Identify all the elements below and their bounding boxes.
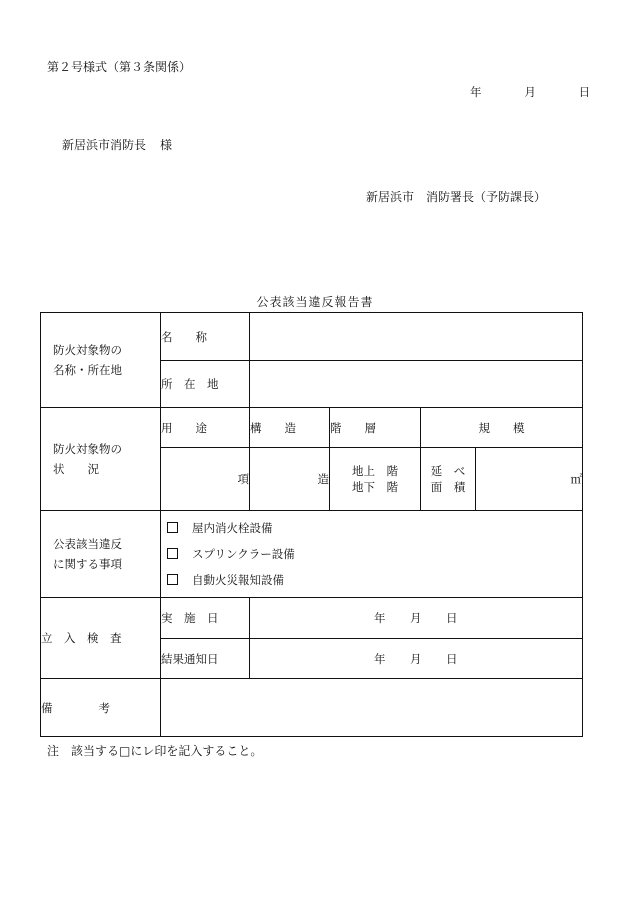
sender [366, 191, 546, 203]
structure-unit: 造 [317, 472, 329, 486]
report-form-table [40, 312, 583, 737]
violations-heading [41, 511, 161, 598]
addressee [62, 139, 172, 151]
row-remarks [41, 679, 583, 737]
use-label: 用 途 [161, 408, 250, 448]
result-notice-date-field[interactable]: 年 月 日 [250, 639, 583, 679]
structure-field[interactable] [250, 448, 330, 511]
violation-item[interactable] [161, 541, 582, 567]
use-item-field[interactable] [161, 448, 250, 511]
row-inspection-executed [41, 598, 583, 639]
name-field[interactable] [250, 313, 583, 361]
violation-item-label: 屋内消火栓設備 [192, 521, 273, 535]
row-name [41, 313, 583, 361]
above-ground-floors: 地上 階 [352, 464, 398, 478]
structure-label: 構 造 [250, 408, 330, 448]
remarks-heading: 備 考 [41, 679, 161, 737]
name-location-heading-line2: 名称・所在地 [53, 363, 122, 377]
total-area-label-line2: 面 積 [430, 480, 466, 494]
status-heading-line2: 状 況 [53, 462, 99, 476]
item-unit: 項 [237, 472, 249, 486]
report-date [470, 87, 591, 99]
sender-city: 新居浜市 [366, 190, 415, 204]
result-notice-date-label: 結果通知日 [161, 639, 250, 679]
remarks-field[interactable] [161, 679, 583, 737]
violation-checklist [161, 511, 583, 598]
violation-item[interactable] [161, 567, 582, 593]
footnote: 注 該当する□にレ印を記入すること。 [47, 744, 263, 758]
floors-field[interactable] [330, 448, 421, 511]
addressee-honorific: 様 [160, 138, 173, 152]
name-location-heading-line1: 防火対象物の [53, 343, 122, 357]
document-title: 公表該当違反報告書 [256, 295, 374, 309]
violation-item-label: 自動火災報知設備 [192, 573, 284, 587]
row-violations [41, 511, 583, 598]
violation-item[interactable] [161, 515, 582, 541]
name-label: 名 称 [161, 313, 250, 361]
executed-date-label: 実 施 日 [161, 598, 250, 639]
below-ground-floors: 地下 階 [352, 480, 398, 494]
addressee-name: 新居浜市消防長 [62, 138, 147, 152]
date-month: 月 [524, 85, 537, 99]
total-area-label-line1: 延 べ [430, 464, 466, 478]
floors-label: 階 層 [330, 408, 421, 448]
form-number: 第２号様式（第３条関係） [47, 60, 192, 74]
status-heading [41, 408, 161, 511]
area-field[interactable] [476, 448, 583, 511]
inspection-heading: 立 入 検 査 [41, 598, 161, 679]
executed-date-field[interactable]: 年 月 日 [250, 598, 583, 639]
location-label: 所 在 地 [161, 361, 250, 408]
sender-title: 消防署長（予防課長） [426, 190, 547, 204]
scale-label: 規 模 [421, 408, 583, 448]
location-field[interactable] [250, 361, 583, 408]
checkbox-icon[interactable] [167, 574, 178, 585]
checkbox-icon[interactable] [167, 522, 178, 533]
violations-heading-line1: 公表該当違反 [53, 537, 122, 551]
violation-item-label: スプリンクラー設備 [192, 547, 295, 561]
status-heading-line1: 防火対象物の [53, 442, 122, 456]
violations-heading-line2: に関する事項 [53, 557, 122, 571]
area-unit: ㎡ [570, 472, 582, 486]
checkbox-icon[interactable] [167, 548, 178, 559]
name-location-heading [41, 313, 161, 408]
total-area-label [421, 448, 476, 511]
date-day: 日 [578, 85, 591, 99]
row-status-header [41, 408, 583, 448]
date-year: 年 [470, 85, 482, 99]
